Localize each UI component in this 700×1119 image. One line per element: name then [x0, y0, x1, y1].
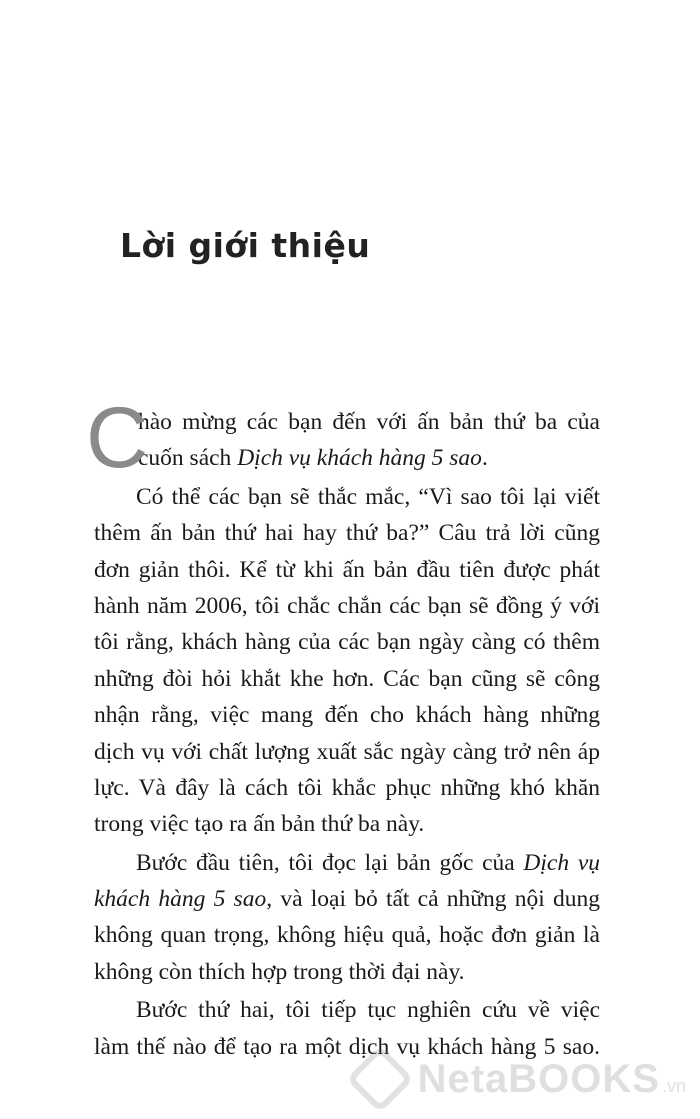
text-line: không còn thích hợp trong thời đại này. [94, 958, 465, 985]
text-run: , và loại bỏ tất cả những nội dung [266, 886, 600, 913]
watermark-suffix: .vn [661, 1076, 686, 1096]
book-title-italic: Dịch vụ khách hàng 5 sao [237, 445, 482, 472]
text-line [94, 845, 600, 881]
watermark [356, 1055, 686, 1103]
text-line [94, 881, 600, 917]
drop-cap: C [86, 390, 149, 486]
body-text [86, 390, 600, 1065]
netabooks-logo-icon [346, 1045, 414, 1113]
text-line: lực. Và đây là cách tôi khắc phục những khó khăn [94, 774, 600, 801]
text-run: cuốn sách [138, 445, 238, 472]
book-title-italic: khách hàng 5 sao [94, 886, 267, 913]
paragraph-1 [86, 390, 600, 486]
text-line: Có thể các bạn sẽ thắc mắc, “Vì sao tôi lại viết [136, 483, 600, 510]
chapter-title: Lời giới thiệu [120, 226, 371, 265]
text-line: những đòi hỏi khắt khe hơn. Các bạn cũng sẽ công [94, 665, 600, 692]
text-line: dịch vụ với chất lượng xuất sắc ngày càng trở nên áp [94, 738, 600, 765]
watermark-brand: NetaBOOKS [417, 1056, 660, 1101]
text-line: Bước thứ hai, tôi tiếp tục nghiên cứu về việc [136, 997, 600, 1024]
book-title-italic: Dịch vụ [523, 849, 600, 876]
text-line: thêm ấn bản thứ hai hay thứ ba?” Câu trả lời cũng [94, 520, 600, 547]
text-line: trong việc tạo ra ấn bản thứ ba này. [94, 811, 425, 838]
text-line: làm thế nào để tạo ra một dịch vụ khách hàng 5 sao. [94, 1033, 600, 1060]
text-line [138, 440, 600, 476]
text-line: đơn giản thôi. Kể từ khi ấn bản đầu tiên được phát [94, 556, 600, 583]
paragraph-2 [94, 479, 600, 843]
text-run: . [481, 445, 488, 472]
text-line: nhận rằng, việc mang đến cho khách hàng những [94, 702, 600, 729]
text-line: hành năm 2006, tôi chắc chắn các bạn sẽ đồng ý với [94, 592, 600, 619]
text-line: hào mừng các bạn đến với ấn bản thứ ba của [138, 409, 600, 435]
text-line: không quan trọng, không hiệu quả, hoặc đơn giản là [94, 922, 600, 949]
paragraph-3 [94, 845, 600, 991]
text-line: tôi rằng, khách hàng của các bạn ngày càng có thêm [94, 629, 600, 656]
text-run: Bước đầu tiên, tôi đọc lại bản gốc của [136, 849, 524, 876]
